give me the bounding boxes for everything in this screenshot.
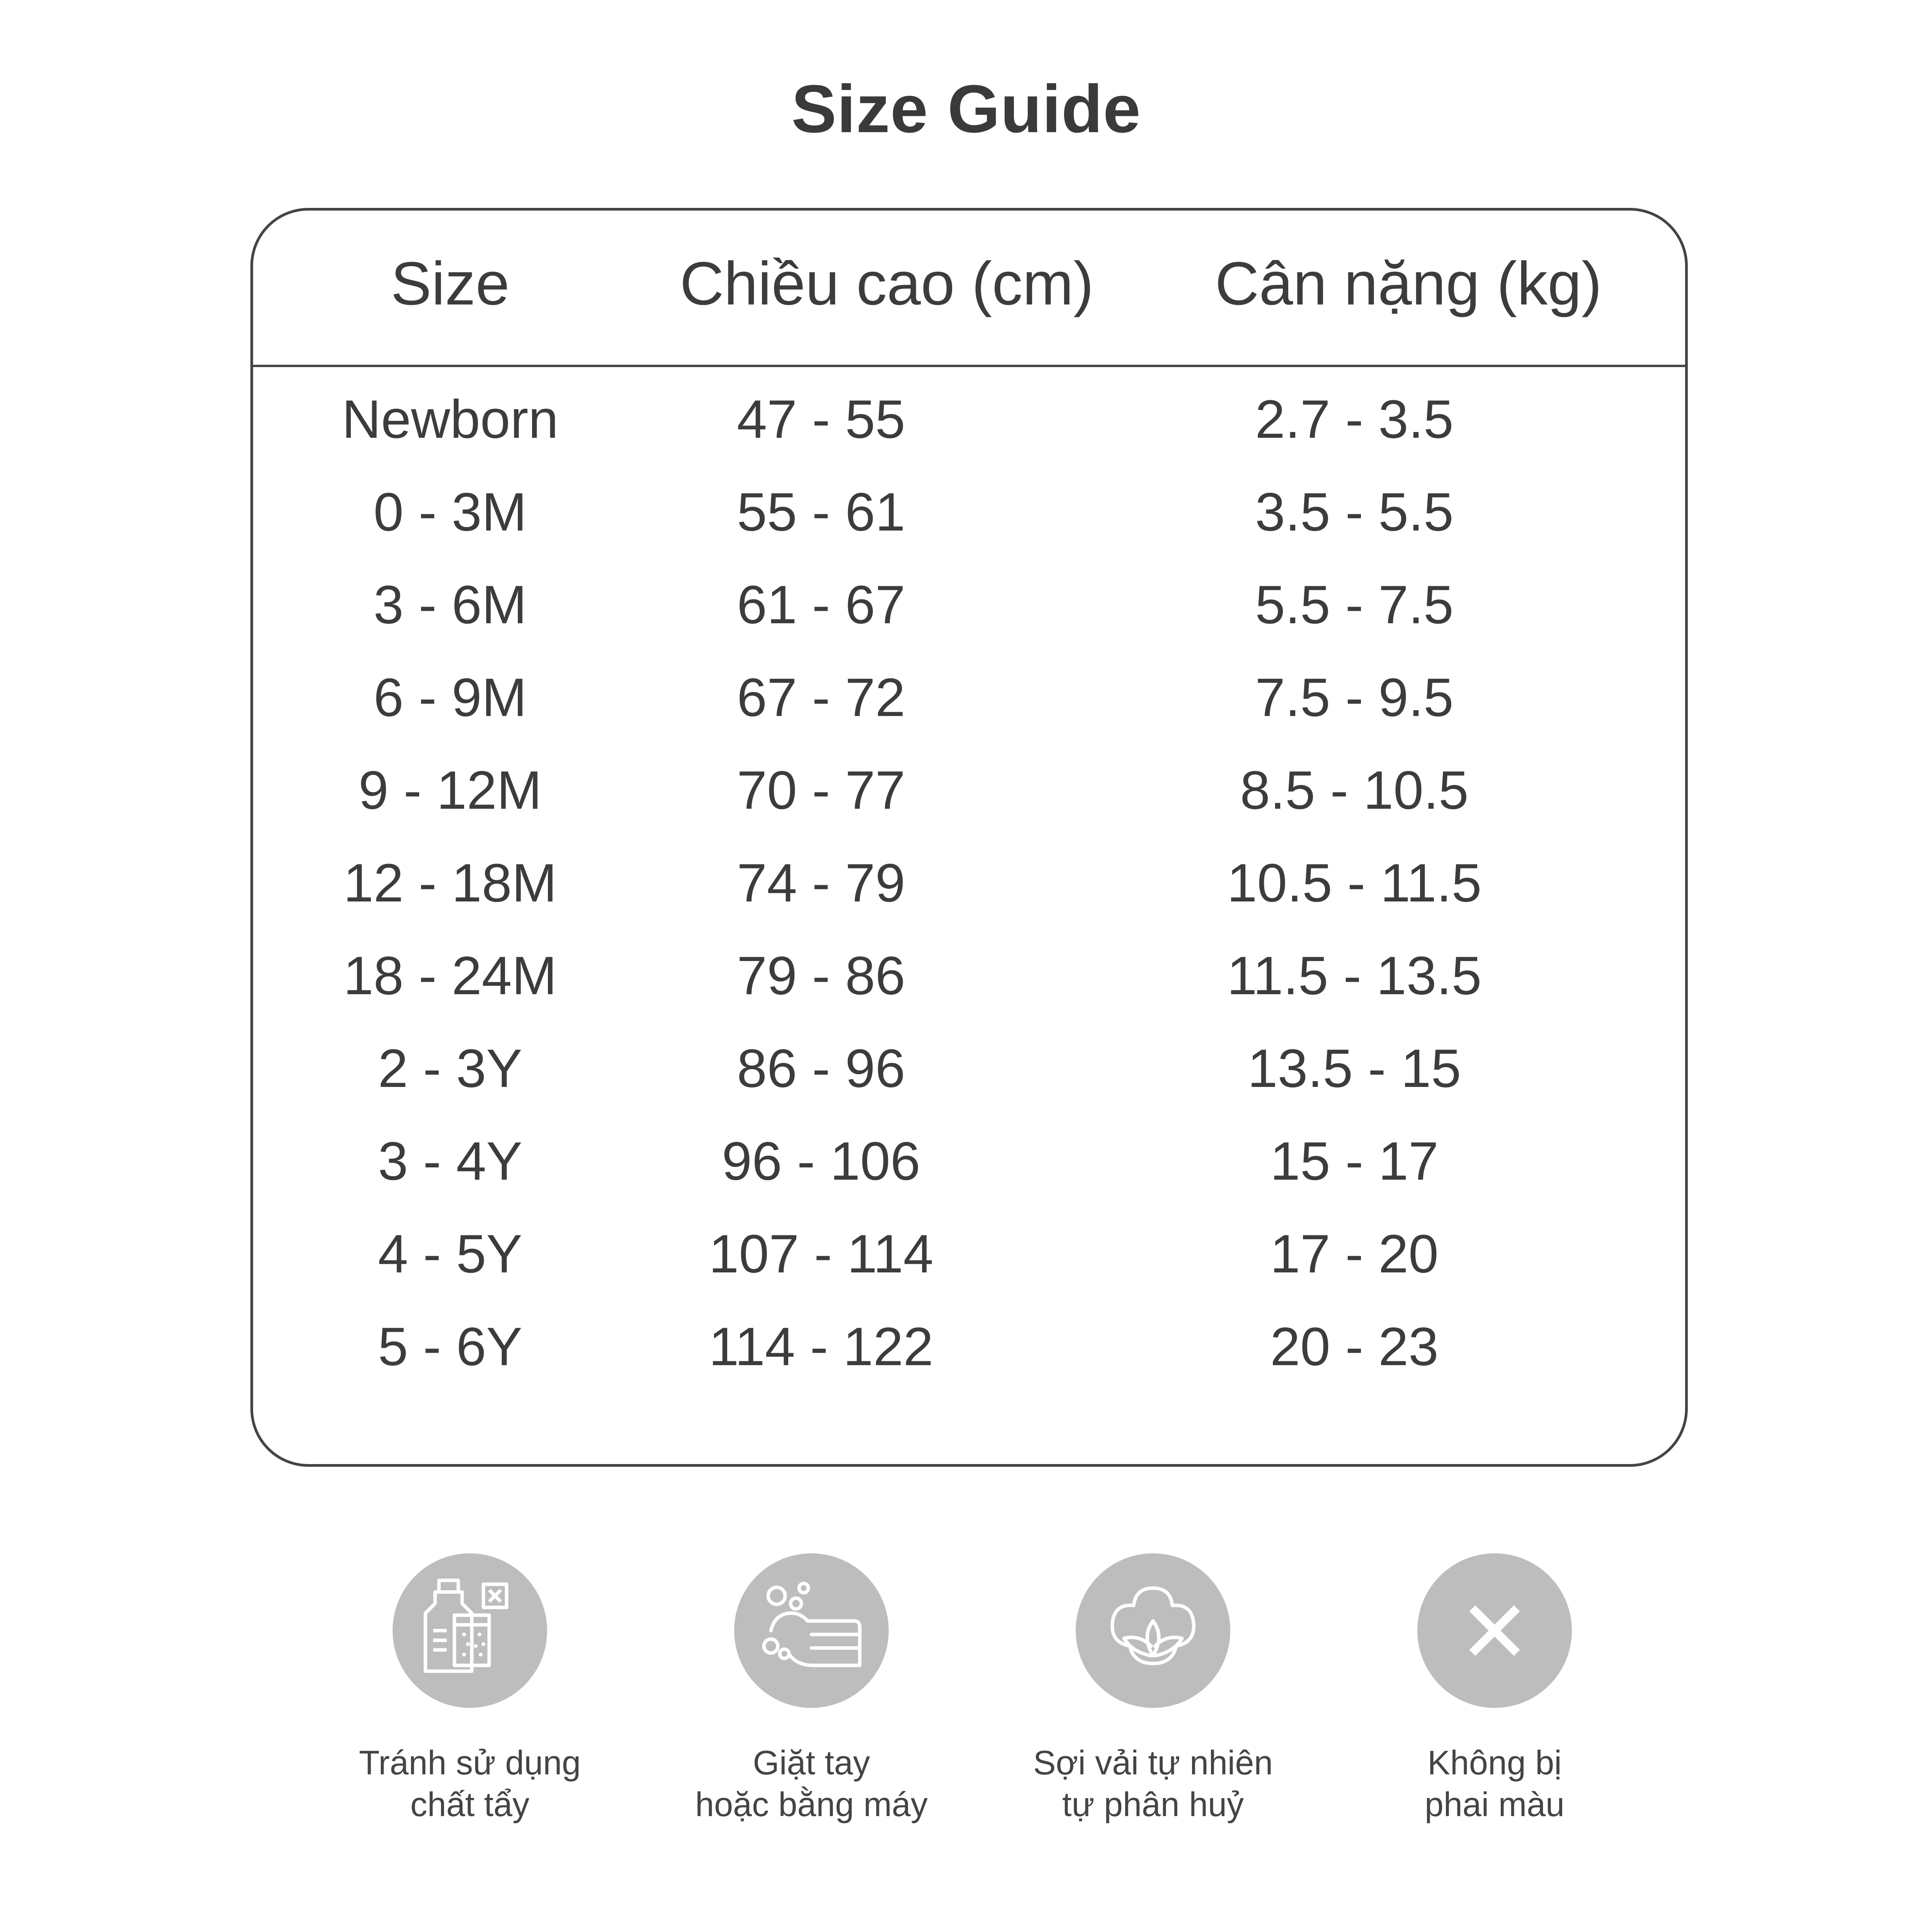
hand-wash-icon [734,1553,889,1708]
table-row [253,1202,1685,1294]
height-cell: 47 - 55 [737,389,905,449]
size-cell: 12 - 18M [343,852,557,913]
size-cell: 5 - 6Y [378,1316,522,1377]
care-item-cotton [979,1553,1327,1825]
size-table [250,208,1688,1467]
no-fade-icon [1417,1553,1572,1708]
height-cell: 61 - 67 [737,574,905,635]
weight-cell: 15 - 17 [1270,1131,1439,1191]
height-cell: 70 - 77 [737,760,905,820]
care-label: Tránh sử dụng chất tẩy [359,1743,581,1823]
table-row [253,738,1685,830]
table-row [253,831,1685,923]
weight-cell: 7.5 - 9.5 [1255,667,1454,728]
header-height: Chiều cao (cm) [680,250,1094,318]
care-item-no-bleach [296,1553,644,1825]
table-row [253,923,1685,1015]
table-row [253,367,1685,459]
weight-cell: 11.5 - 13.5 [1227,945,1482,1006]
height-cell: 55 - 61 [737,481,905,542]
weight-cell: 10.5 - 11.5 [1227,852,1482,913]
weight-cell: 3.5 - 5.5 [1255,481,1454,542]
cotton-icon [1076,1553,1230,1708]
weight-cell: 5.5 - 7.5 [1255,574,1454,635]
size-cell: 6 - 9M [373,667,527,728]
size-cell: 0 - 3M [373,481,527,542]
size-cell: 3 - 4Y [378,1131,522,1191]
size-cell: 4 - 5Y [378,1223,522,1284]
table-header [253,211,1685,367]
size-cell: 2 - 3Y [378,1038,522,1099]
care-label: Giặt tay hoặc bằng máy [695,1743,928,1823]
weight-cell: 20 - 23 [1270,1316,1439,1377]
table-row [253,1109,1685,1201]
weight-cell: 8.5 - 10.5 [1240,760,1469,820]
height-cell: 79 - 86 [737,945,905,1006]
height-cell: 86 - 96 [737,1038,905,1099]
height-cell: 107 - 114 [709,1223,934,1284]
weight-cell: 17 - 20 [1270,1223,1439,1284]
table-row [253,645,1685,737]
table-row [253,460,1685,552]
header-weight: Cân nặng (kg) [1215,250,1602,318]
table-row [253,1016,1685,1108]
height-cell: 96 - 106 [722,1131,920,1191]
size-cell: 3 - 6M [373,574,527,635]
no-bleach-icon [393,1553,547,1708]
header-size: Size [391,250,510,318]
size-cell: 9 - 12M [358,760,542,820]
page-title: Size Guide [791,71,1141,147]
height-cell: 74 - 79 [737,852,905,913]
height-cell: 67 - 72 [737,667,905,728]
size-cell: 18 - 24M [343,945,557,1006]
table-row [253,1294,1685,1386]
weight-cell: 13.5 - 15 [1247,1038,1461,1099]
size-cell: Newborn [342,389,559,449]
care-label: Sợi vải tự nhiên tự phân huỷ [1033,1743,1273,1823]
care-label: Không bị phai màu [1424,1743,1565,1823]
care-item-hand-wash [638,1553,985,1825]
table-row [253,553,1685,645]
weight-cell: 2.7 - 3.5 [1255,389,1454,449]
care-item-no-fade [1321,1553,1668,1825]
height-cell: 114 - 122 [709,1316,934,1377]
